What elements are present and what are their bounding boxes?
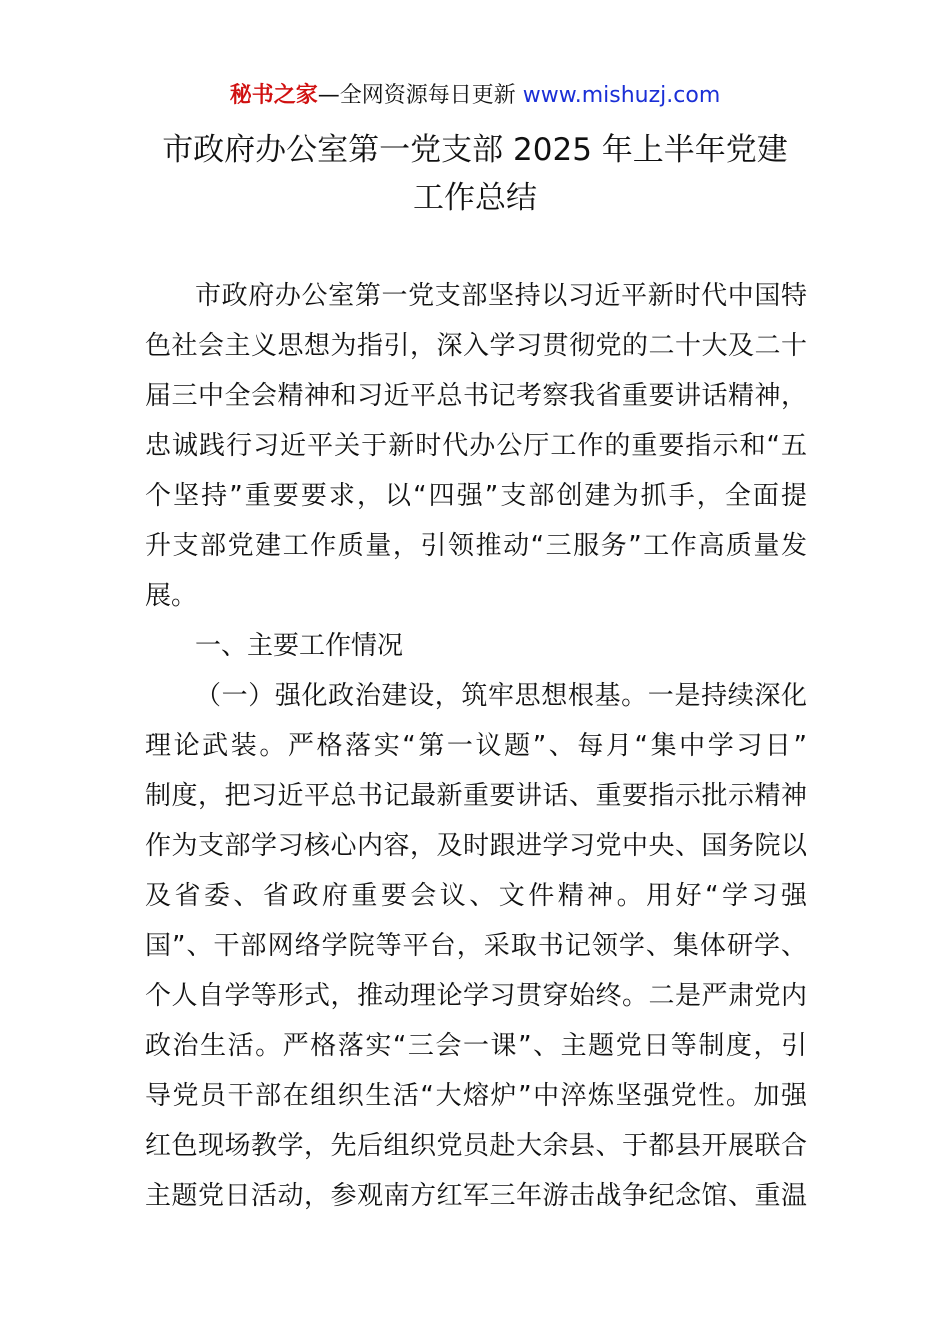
paragraph-line: 色社会主义思想为指引，深入学习贯彻党的二十大及二十 xyxy=(145,331,807,361)
paragraph-line: 个坚持”重要要求，以“四强”支部创建为抓手，全面提 xyxy=(145,481,807,511)
section-heading: 一、主要工作情况 xyxy=(195,631,404,661)
paragraph-line: 市政府办公室第一党支部坚持以习近平新时代中国特 xyxy=(195,281,807,311)
paragraph-line: 升支部党建工作质量，引领推动“三服务”工作高质量发 xyxy=(145,531,807,561)
paragraph-line: 理论武装。严格落实“第一议题”、每月“集中学习日” xyxy=(145,731,807,761)
paragraph-line: （一）强化政治建设，筑牢思想根基。一是持续深化 xyxy=(195,681,807,711)
title-line-1: 市政府办公室第一党支部 2025 年上半年党建 xyxy=(162,132,788,168)
document-title xyxy=(0,126,950,222)
paragraph-line: 届三中全会精神和习近平总书记考察我省重要讲话精神， xyxy=(145,381,807,411)
paragraph-line: 作为支部学习核心内容，及时跟进学习党中央、国务院以 xyxy=(145,831,807,861)
brand-name: 秘书之家 xyxy=(229,83,318,108)
paragraph-line: 政治生活。严格落实“三会一课”、主题党日等制度，引 xyxy=(145,1031,807,1061)
document-body xyxy=(145,271,807,1221)
paragraph-line: 红色现场教学，先后组织党员赴大余县、于都县开展联合 xyxy=(145,1131,807,1161)
title-line-2: 工作总结 xyxy=(413,180,537,216)
paragraph-line: 展。 xyxy=(145,581,198,611)
header-tagline: —全网资源每日更新 xyxy=(317,83,523,108)
paragraph-line: 国”、干部网络学院等平台，采取书记领学、集体研学、 xyxy=(145,931,807,961)
site-header xyxy=(0,80,950,112)
paragraph-line: 个人自学等形式，推动理论学习贯穿始终。二是严肃党内 xyxy=(145,981,807,1011)
paragraph-line: 主题党日活动，参观南方红军三年游击战争纪念馆、重温 xyxy=(145,1181,807,1211)
paragraph-line: 导党员干部在组织生活“大熔炉”中淬炼坚强党性。加强 xyxy=(145,1081,807,1111)
paragraph-line: 制度，把习近平总书记最新重要讲话、重要指示批示精神 xyxy=(145,781,807,811)
paragraph-line: 及省委、省政府重要会议、文件精神。用好“学习强 xyxy=(145,881,807,911)
paragraph-line: 忠诚践行习近平关于新时代办公厅工作的重要指示和“五 xyxy=(145,431,807,461)
site-url[interactable]: www.mishuzj.com xyxy=(522,83,721,108)
